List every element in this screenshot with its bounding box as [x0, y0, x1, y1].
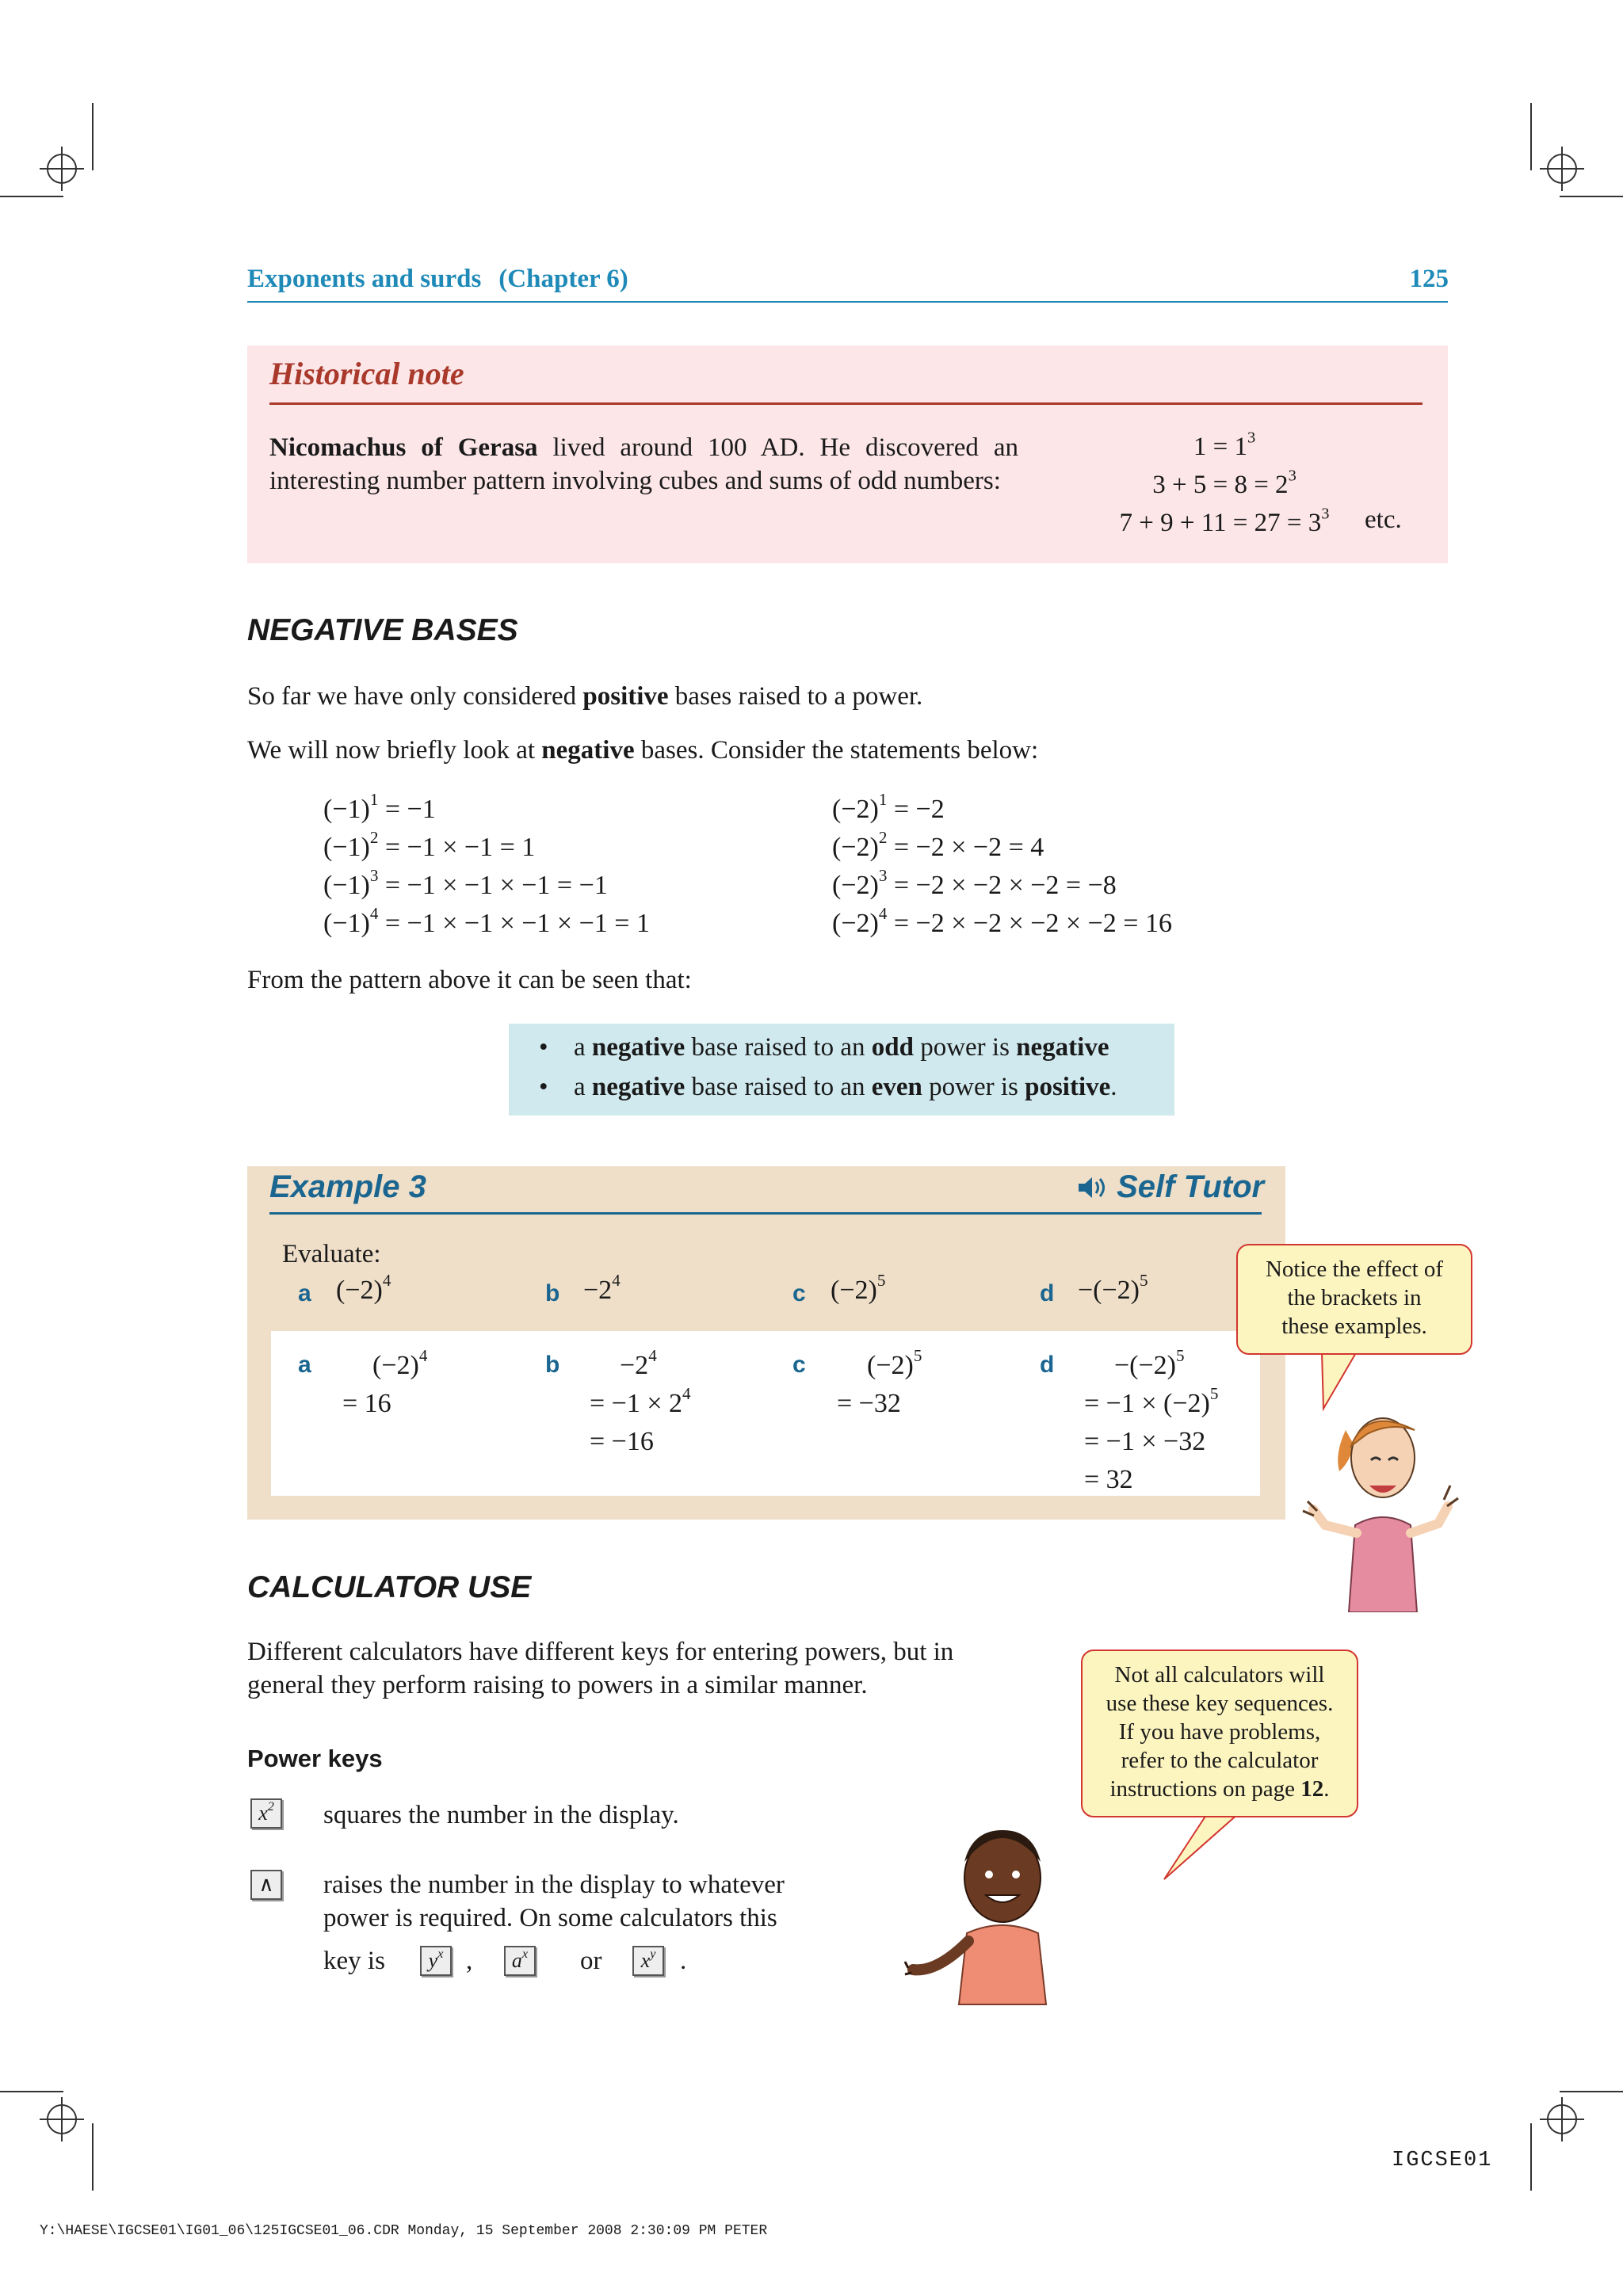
or-separator: or [580, 1947, 602, 1975]
cube-eq-2: $3 + 5 = 8 = 2^3$ [1152, 467, 1296, 499]
calculator-intro: Different calculators have different keys for entering powers, but in general they perform raising to powers in a similar manner. [247, 1638, 954, 1699]
example-rule [269, 1212, 1262, 1215]
chapter-label: (Chapter 6) [498, 265, 628, 293]
solution-label-a: a [298, 1352, 311, 1378]
x-squared-key[interactable]: $x^2$ [250, 1798, 282, 1829]
pattern-intro: From the pattern above it can be seen that: [247, 966, 692, 994]
book-code: IGCSE01 [1392, 2149, 1493, 2172]
statement-row: $(-1)^2 = -1 \times -1 = 1$ [323, 828, 536, 862]
historical-note-title: Historical note [269, 356, 464, 391]
statement-row: $(-1)^4 = -1 \times -1 \times -1 \times -1 = 1$ [323, 904, 650, 938]
x-power-y-key[interactable]: $x^y$ [632, 1946, 664, 1976]
rule-odd-power: • a negative base raised to an odd power is negative [539, 1033, 1109, 1062]
cube-eq-3: $7 + 9 + 11 = 27 = 3^3$ [1119, 505, 1330, 537]
question-b: $-2^4$ [583, 1271, 621, 1305]
solution-label-c: c [792, 1352, 806, 1378]
solution-label-d: d [1040, 1352, 1055, 1378]
power-keys-subheading: Power keys [247, 1745, 383, 1772]
calculator-use-heading: CALCULATOR USE [247, 1570, 532, 1604]
statements-neg-two [832, 791, 1172, 943]
speaker-icon [1076, 1175, 1108, 1200]
part-label-b: b [545, 1280, 560, 1306]
running-head [247, 265, 628, 294]
part-label-a: a [298, 1280, 311, 1306]
cube-eq-1: $1 = 1^3$ [1193, 429, 1256, 461]
evaluate-prompt: Evaluate: [282, 1240, 381, 1268]
bracket-tip-bubble: Notice the effect of the brackets in these examples. [1236, 1244, 1472, 1355]
question-d: $-(-2)^5$ [1078, 1271, 1148, 1305]
historical-note-text: Nicomachus of Gerasa lived around 100 AD. He discovered an interesting number pattern involving cubes and sums of odd numbers: [269, 433, 1018, 495]
girl-cartoon-illustration [1300, 1383, 1466, 1612]
statement-row: $(-2)^3 = -2 \times -2 \times -2 = -8$ [832, 866, 1117, 900]
statement-row: $(-2)^4 = -2 \times -2 \times -2 \times -2 = 16$ [832, 904, 1172, 938]
solution-a: $(-2)^4$ = 16 [342, 1346, 428, 1418]
caret-description: raises the number in the display to whatever power is required. On some calculators this [323, 1871, 785, 1932]
statement-row: $(-1)^1 = -1$ [323, 790, 436, 824]
file-path-footer: Y:\HAESE\IGCSE01\IG01_06\125IGCSE01_06.CDR Monday, 15 September 2008 2:30:09 PM PETER [40, 2223, 768, 2239]
comma-separator: , [466, 1947, 473, 1975]
nicomachus-name: Nicomachus of Gerasa [269, 433, 538, 462]
example-title: Example 3 [269, 1169, 426, 1204]
statements-neg-one [323, 791, 650, 943]
rule-even-power: • a negative base raised to an even power is positive. [539, 1073, 1117, 1101]
part-label-c: c [792, 1280, 806, 1306]
part-label-d: d [1040, 1280, 1055, 1306]
statement-row: $(-2)^2 = -2 \times -2 = 4$ [832, 828, 1044, 862]
solution-b: $-2^4$ = $-1 \times 2^4$ = −16 [590, 1346, 691, 1456]
header-rule [247, 301, 1448, 303]
y-power-x-key[interactable]: $y^x$ [420, 1946, 452, 1976]
self-tutor-button[interactable] [1076, 1169, 1264, 1205]
bubble-tail [1160, 1813, 1247, 1884]
solution-c: $(-2)^5$ = −32 [837, 1346, 922, 1418]
period: . [680, 1947, 687, 1975]
page-number: 125 [1409, 265, 1449, 293]
x-squared-description: squares the number in the display. [323, 1801, 679, 1829]
cube-pattern [1070, 428, 1379, 542]
self-tutor-label: Self Tutor [1117, 1169, 1265, 1204]
statement-row: $(-1)^3 = -1 \times -1 \times -1 = -1$ [323, 866, 608, 900]
a-power-x-key[interactable]: $a^x$ [504, 1946, 536, 1976]
etc-label: etc. [1365, 505, 1402, 534]
solution-d: $-(-2)^5$ = $-1 \times (-2)^5$ = −1 × −32 = 32 [1084, 1346, 1219, 1494]
paragraph-negative-bases: We will now briefly look at negative bases. Consider the statements below: [247, 736, 1039, 765]
caret-power-key[interactable]: ∧ [250, 1870, 282, 1900]
question-c: $(-2)^5$ [831, 1271, 886, 1305]
rule-summary-box [509, 1024, 1174, 1116]
solution-label-b: b [545, 1352, 560, 1378]
statement-row: $(-2)^1 = -2$ [832, 790, 945, 824]
section-title: Exponents and surds [247, 265, 482, 293]
calculator-tip-bubble: Not all calculators will use these key sequences. If you have problems, refer to the calculator instructions on page 12. [1081, 1650, 1358, 1817]
question-a: $(-2)^4$ [336, 1271, 391, 1305]
paragraph-positive-bases: So far we have only considered positive bases raised to a power. [247, 682, 923, 711]
historical-note-rule [269, 402, 1423, 405]
alt-keys-label: key is [323, 1947, 385, 1975]
negative-bases-heading: NEGATIVE BASES [247, 613, 518, 647]
boy-cartoon-illustration [903, 1822, 1086, 2012]
